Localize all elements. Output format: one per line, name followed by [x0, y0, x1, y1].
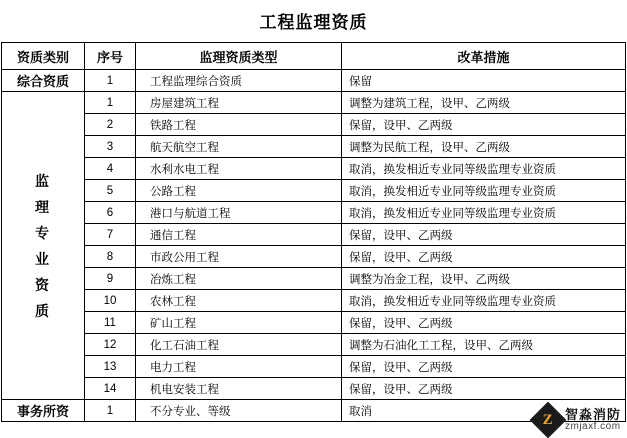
logo-mark-letter: Z: [542, 411, 553, 428]
row-type: 水利水电工程: [136, 158, 342, 180]
qualification-table: [1, 42, 626, 422]
table-row: [2, 290, 626, 312]
row-measure: 调整为石油化工工程，设甲、乙两级: [342, 334, 626, 356]
table-row: [2, 180, 626, 202]
header-type: 监理资质类型: [136, 43, 342, 70]
category-cell: 综合资质: [2, 70, 85, 92]
header-number: 序号: [85, 43, 136, 70]
row-measure: 调整为冶金工程，设甲、乙两级: [342, 268, 626, 290]
row-type: 不分专业、等级: [136, 400, 342, 422]
row-number: 2: [85, 114, 136, 136]
category-char: 资: [35, 276, 51, 293]
row-type: 铁路工程: [136, 114, 342, 136]
row-type: 电力工程: [136, 356, 342, 378]
table-row: [2, 378, 626, 400]
row-number: 1: [85, 92, 136, 114]
row-type: 矿山工程: [136, 312, 342, 334]
row-measure: 调整为民航工程，设甲、乙两级: [342, 136, 626, 158]
row-type: 市政公用工程: [136, 246, 342, 268]
row-type: 化工石油工程: [136, 334, 342, 356]
header-measure: 改革措施: [342, 43, 626, 70]
row-measure: 取消，换发相近专业同等级监理专业资质: [342, 158, 626, 180]
row-type: 房屋建筑工程: [136, 92, 342, 114]
row-measure: 保留，设甲、乙两级: [342, 356, 626, 378]
row-number: 6: [85, 202, 136, 224]
watermark-url: zmjaxf.com: [564, 420, 621, 432]
row-number: 8: [85, 246, 136, 268]
row-measure: 取消，换发相近专业同等级监理专业资质: [342, 202, 626, 224]
table-row: [2, 356, 626, 378]
watermark-logo: [535, 407, 621, 433]
row-number: 12: [85, 334, 136, 356]
table-row: [2, 202, 626, 224]
watermark-name: 智淼消防: [564, 406, 621, 422]
table-row: [2, 136, 626, 158]
row-measure: 调整为建筑工程，设甲、乙两级: [342, 92, 626, 114]
row-number: 5: [85, 180, 136, 202]
page-title: 工程监理资质: [259, 13, 368, 32]
table-row: [2, 92, 626, 114]
table-header-row: [2, 43, 626, 70]
row-measure: 保留: [342, 70, 626, 92]
row-measure: 保留，设甲、乙两级: [342, 246, 626, 268]
row-type: 航天航空工程: [136, 136, 342, 158]
row-type: 公路工程: [136, 180, 342, 202]
row-number: 14: [85, 378, 136, 400]
table-row: [2, 312, 626, 334]
row-number: 3: [85, 136, 136, 158]
row-measure: 取消，换发相近专业同等级监理专业资质: [342, 180, 626, 202]
row-number: 13: [85, 356, 136, 378]
row-number: 9: [85, 268, 136, 290]
table-row: [2, 114, 626, 136]
row-type: 工程监理综合资质: [136, 70, 342, 92]
header-category: 资质类别: [2, 43, 85, 70]
logo-diamond-icon: [530, 402, 567, 438]
row-number: 4: [85, 158, 136, 180]
row-number: 1: [85, 70, 136, 92]
row-number: 11: [85, 312, 136, 334]
row-measure: 保留，设甲、乙两级: [342, 224, 626, 246]
category-char: 业: [35, 250, 51, 267]
row-number: 7: [85, 224, 136, 246]
watermark-text: [565, 408, 621, 432]
category-char: 理: [35, 198, 51, 215]
category-char: 质: [35, 302, 51, 319]
row-type: 农林工程: [136, 290, 342, 312]
category-cell: 事务所资: [2, 400, 85, 422]
row-number: 10: [85, 290, 136, 312]
row-type: 通信工程: [136, 224, 342, 246]
table-row: [2, 334, 626, 356]
row-type: 港口与航道工程: [136, 202, 342, 224]
row-measure: 保留，设甲、乙两级: [342, 114, 626, 136]
table-row: [2, 246, 626, 268]
table-row: [2, 70, 626, 92]
table-row: [2, 158, 626, 180]
table-row: [2, 224, 626, 246]
row-type: 冶炼工程: [136, 268, 342, 290]
row-measure: 保留，设甲、乙两级: [342, 378, 626, 400]
table-row: [2, 268, 626, 290]
row-number: 1: [85, 400, 136, 422]
category-cell-vertical: [2, 92, 85, 400]
row-measure: 保留，设甲、乙两级: [342, 312, 626, 334]
row-type: 机电安装工程: [136, 378, 342, 400]
row-measure: 取消: [342, 400, 626, 422]
category-char: 监: [35, 172, 51, 189]
category-char: 专: [35, 224, 51, 241]
row-measure: 取消，换发相近专业同等级监理专业资质: [342, 290, 626, 312]
